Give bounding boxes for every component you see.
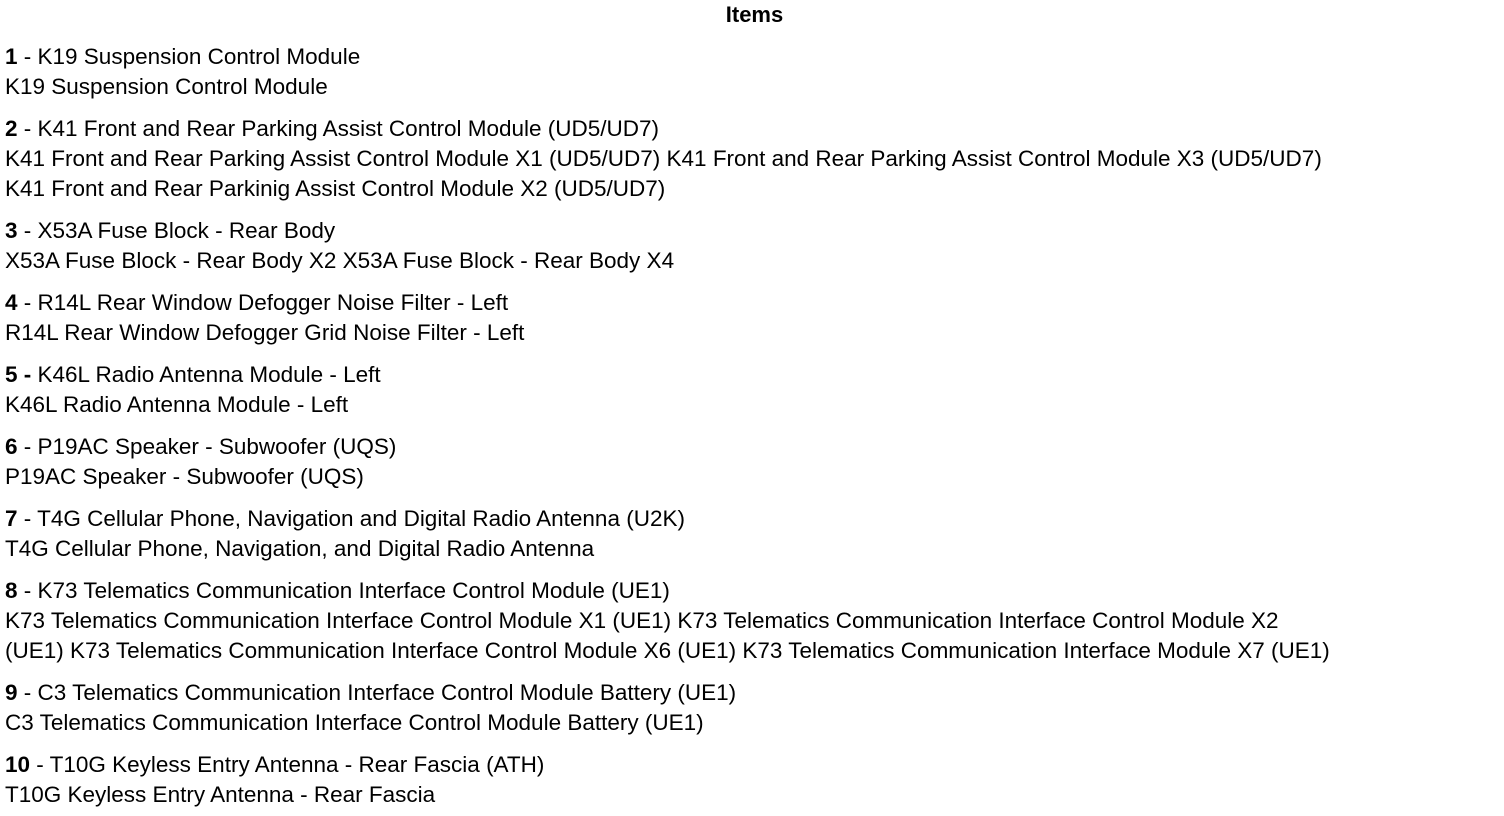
legend-item bbox=[5, 678, 1504, 738]
legend-item-connector-line: K41 Front and Rear Parkinig Assist Control Module X2 (UD5/UD7) bbox=[5, 176, 666, 201]
legend-item-heading-text: - C3 Telematics Communication Interface Control Module Battery (UE1) bbox=[17, 680, 737, 705]
legend-item bbox=[5, 504, 1504, 564]
page-title: Items bbox=[725, 2, 784, 27]
legend-item-heading bbox=[5, 42, 1504, 72]
legend-item-connector-line: (UE1) K73 Telematics Communication Interface Control Module X6 (UE1) K73 Telematics Communication Interface Module X7 (UE1) bbox=[5, 638, 1330, 663]
legend-item-number: 4 bbox=[5, 290, 18, 315]
legend-item-heading bbox=[5, 432, 1504, 462]
legend-item bbox=[5, 360, 1504, 420]
legend-item-heading bbox=[5, 216, 1504, 246]
legend-item-number: 7 bbox=[5, 506, 18, 531]
legend-item-connector-line: R14L Rear Window Defogger Grid Noise Filter - Left bbox=[5, 320, 525, 345]
legend-item-connector-line: T10G Keyless Entry Antenna - Rear Fascia bbox=[5, 782, 436, 807]
legend-item-connector-line: K19 Suspension Control Module bbox=[5, 74, 328, 99]
legend-item bbox=[5, 42, 1504, 102]
legend-item bbox=[5, 432, 1504, 492]
legend-item bbox=[5, 114, 1504, 204]
legend-item bbox=[5, 750, 1504, 810]
legend-item-number: 9 bbox=[5, 680, 18, 705]
legend-item-connector-line: K73 Telematics Communication Interface Control Module X1 (UE1) K73 Telematics Communication Interface Control Module X2 bbox=[5, 608, 1279, 633]
legend-item-connector-line: T4G Cellular Phone, Navigation, and Digital Radio Antenna bbox=[5, 536, 595, 561]
legend-item-heading bbox=[5, 288, 1504, 318]
legend-item-heading bbox=[5, 114, 1504, 144]
legend-item-heading-text: - X53A Fuse Block - Rear Body bbox=[17, 218, 336, 243]
legend-item-heading bbox=[5, 504, 1504, 534]
legend-item-heading-text: - P19AC Speaker - Subwoofer (UQS) bbox=[17, 434, 397, 459]
legend-item-heading bbox=[5, 576, 1504, 606]
legend-item-heading bbox=[5, 750, 1504, 780]
legend-item-number: 8 bbox=[5, 578, 18, 603]
legend-item bbox=[5, 576, 1504, 666]
legend-item-heading-text: - K41 Front and Rear Parking Assist Control Module (UD5/UD7) bbox=[17, 116, 660, 141]
legend-item-number: 2 bbox=[5, 116, 18, 141]
legend-item-number: 3 bbox=[5, 218, 18, 243]
legend-item-heading-text: - T4G Cellular Phone, Navigation and Digital Radio Antenna (U2K) bbox=[17, 506, 685, 531]
legend-item-connector-line: K41 Front and Rear Parking Assist Control Module X1 (UD5/UD7) K41 Front and Rear Parking Assist Control Module X3 (UD5/UD7) bbox=[5, 146, 1322, 171]
legend-item bbox=[5, 216, 1504, 276]
legend-item-heading-text: - R14L Rear Window Defogger Noise Filter - Left bbox=[17, 290, 509, 315]
items-list bbox=[5, 42, 1504, 810]
legend-item-heading bbox=[5, 678, 1504, 708]
legend-item-heading-text: - K19 Suspension Control Module bbox=[17, 44, 361, 69]
legend-item-connector-line: K46L Radio Antenna Module - Left bbox=[5, 392, 349, 417]
legend-item-heading bbox=[5, 360, 1504, 390]
legend-item-connector-line: P19AC Speaker - Subwoofer (UQS) bbox=[5, 464, 364, 489]
legend-item bbox=[5, 288, 1504, 348]
legend-item-number: 5 - bbox=[5, 362, 32, 387]
legend-item-number: 10 bbox=[5, 752, 31, 777]
legend-item-heading-text: - K73 Telematics Communication Interface Control Module (UE1) bbox=[17, 578, 670, 603]
legend-item-heading-text: - T10G Keyless Entry Antenna - Rear Fascia (ATH) bbox=[30, 752, 545, 777]
legend-item-connector-line: X53A Fuse Block - Rear Body X2 X53A Fuse Block - Rear Body X4 bbox=[5, 248, 675, 273]
legend-item-connector-line: C3 Telematics Communication Interface Control Module Battery (UE1) bbox=[5, 710, 704, 735]
legend-item-number: 6 bbox=[5, 434, 18, 459]
legend-item-number: 1 bbox=[5, 44, 18, 69]
legend-item-heading-text: K46L Radio Antenna Module - Left bbox=[31, 362, 381, 387]
